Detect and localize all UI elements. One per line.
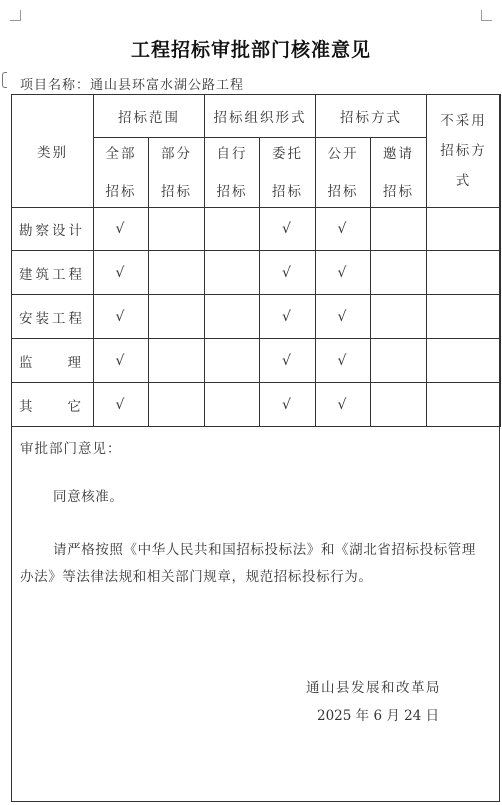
cell-invited bbox=[371, 251, 427, 295]
document-title: 工程招标审批部门核准意见 bbox=[130, 39, 371, 61]
cell-full: √ bbox=[94, 251, 149, 295]
subheader-open-line2: 招标 bbox=[327, 183, 359, 200]
no-tender-header-text: 不采用招标方式 bbox=[440, 113, 487, 189]
page-corner-mark-top-right bbox=[481, 10, 492, 21]
issuing-organization: 通山县发展和改革局 bbox=[306, 680, 441, 696]
table-row bbox=[12, 208, 501, 251]
subheader-invited-line2: 招标 bbox=[383, 183, 414, 200]
organization-group-header: 招标组织形式 bbox=[205, 95, 316, 138]
cell-partial bbox=[149, 251, 205, 295]
cell-open: √ bbox=[316, 339, 371, 383]
project-name-label: 项目名称： bbox=[20, 78, 91, 93]
subheader-full-line1: 全部 bbox=[105, 145, 137, 162]
cell-none bbox=[427, 208, 501, 251]
opinion-label: 审批部门意见： bbox=[20, 441, 122, 457]
row-label: 安装工程 bbox=[12, 295, 94, 339]
subheader-invited-line1: 邀请 bbox=[383, 145, 414, 162]
cell-self bbox=[205, 208, 260, 251]
scope-group-header: 招标范围 bbox=[94, 95, 205, 138]
cell-partial bbox=[149, 295, 205, 339]
category-header: 类别 bbox=[12, 95, 94, 208]
row-label: 建筑工程 bbox=[12, 251, 94, 295]
cell-entrusted: √ bbox=[260, 251, 316, 295]
cell-open: √ bbox=[316, 295, 371, 339]
row-label: 其它 bbox=[12, 383, 94, 427]
cell-none bbox=[427, 339, 501, 383]
row-label: 监理 bbox=[12, 339, 94, 383]
opinion-regulations-text: 请严格按照《中华人民共和国招标投标法》和《湖北省招标投标管理办法》等法律法规和相关部门规章，规范招标投标行为。 bbox=[20, 542, 476, 585]
subheader-entrusted-line2: 招标 bbox=[272, 183, 303, 200]
method-group-header: 招标方式 bbox=[316, 95, 427, 138]
cell-full: √ bbox=[94, 339, 149, 383]
cell-self bbox=[205, 383, 260, 427]
cell-entrusted: √ bbox=[260, 295, 316, 339]
cell-full: √ bbox=[94, 208, 149, 251]
cell-none bbox=[427, 383, 501, 427]
cell-partial bbox=[149, 339, 205, 383]
subheader-full bbox=[94, 138, 149, 208]
subheader-partial-line1: 部分 bbox=[161, 145, 192, 162]
cell-self bbox=[205, 295, 260, 339]
cell-none bbox=[427, 295, 501, 339]
cell-self bbox=[205, 251, 260, 295]
table-row bbox=[12, 251, 501, 295]
subheader-entrusted-line1: 委托 bbox=[272, 145, 303, 162]
text-cursor-bracket bbox=[2, 72, 7, 88]
opinion-agree-text: 同意核准。 bbox=[53, 489, 124, 505]
cell-partial bbox=[149, 383, 205, 427]
cell-self bbox=[205, 339, 260, 383]
subheader-self bbox=[205, 138, 260, 208]
project-name-line bbox=[20, 74, 244, 93]
subheader-invited bbox=[371, 138, 427, 208]
subheader-self-line1: 自行 bbox=[216, 145, 248, 162]
row-label: 勘察设计 bbox=[12, 208, 94, 251]
issue-date: 2025 年 6 月 24 日 bbox=[317, 708, 440, 724]
subheader-open-line1: 公开 bbox=[327, 145, 359, 162]
cell-open: √ bbox=[316, 383, 371, 427]
cell-entrusted: √ bbox=[260, 339, 316, 383]
cell-invited bbox=[371, 339, 427, 383]
cell-invited bbox=[371, 383, 427, 427]
cell-full: √ bbox=[94, 383, 149, 427]
subheader-full-line2: 招标 bbox=[105, 183, 137, 200]
table-row bbox=[12, 295, 501, 339]
cell-partial bbox=[149, 208, 205, 251]
table-row bbox=[12, 339, 501, 383]
tender-scope-table bbox=[11, 94, 501, 427]
subheader-partial-line2: 招标 bbox=[161, 183, 192, 200]
project-name-value: 通山县环富水湖公路工程 bbox=[90, 78, 245, 93]
subheader-partial bbox=[149, 138, 205, 208]
cell-entrusted: √ bbox=[260, 208, 316, 251]
subheader-self-line2: 招标 bbox=[216, 183, 248, 200]
cell-invited bbox=[371, 295, 427, 339]
subheader-entrusted bbox=[260, 138, 316, 208]
cell-full: √ bbox=[94, 295, 149, 339]
cell-invited bbox=[371, 208, 427, 251]
subheader-open bbox=[316, 138, 371, 208]
cell-open: √ bbox=[316, 251, 371, 295]
table-row bbox=[12, 383, 501, 427]
no-tender-header bbox=[427, 95, 501, 208]
cell-none bbox=[427, 251, 501, 295]
cell-entrusted: √ bbox=[260, 383, 316, 427]
cell-open: √ bbox=[316, 208, 371, 251]
page-corner-mark-top-left bbox=[10, 10, 21, 21]
